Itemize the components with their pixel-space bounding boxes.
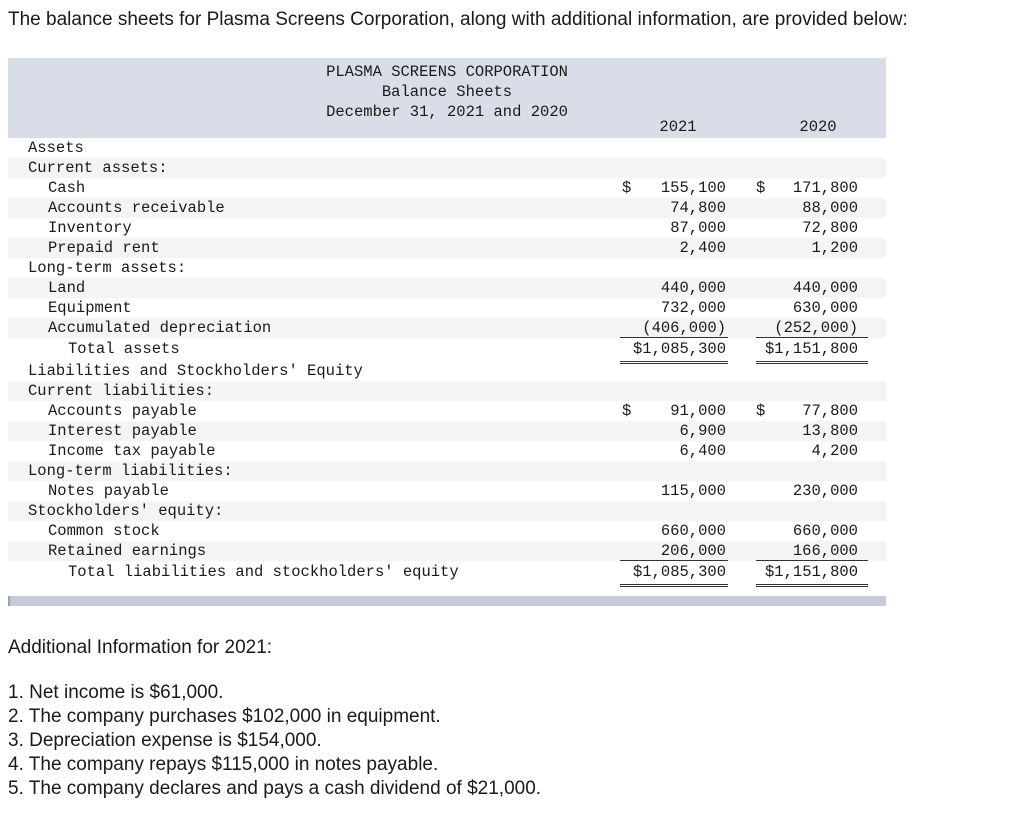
value-2021: (406,000) (642, 319, 726, 337)
row-label: Long-term liabilities: (28, 462, 233, 480)
row-label: Equipment (48, 299, 132, 317)
table-row (8, 521, 886, 541)
table-row (8, 461, 886, 481)
value-2021: $1,085,300 (632, 340, 726, 358)
dollar-sign: $ (756, 179, 766, 197)
table-row (8, 298, 886, 318)
table-row (8, 401, 886, 421)
dollar-sign: $ (622, 179, 632, 197)
table-row (8, 238, 886, 258)
table-row (8, 138, 886, 158)
statement-title: Balance Sheets (381, 83, 513, 101)
row-label: Interest payable (48, 422, 197, 440)
value-2021: 2,400 (679, 239, 726, 257)
table-row (8, 318, 886, 338)
row-label: Assets (28, 139, 84, 157)
value-2021: 732,000 (660, 299, 726, 317)
table-row-total (8, 338, 886, 361)
column-header-2021: 2021 (659, 118, 697, 136)
row-label: Accumulated depreciation (48, 319, 272, 337)
row-label: Total liabilities and stockholders' equity (68, 563, 459, 581)
value-2021: $1,085,300 (632, 563, 726, 581)
table-row (8, 381, 886, 401)
dollar-sign: $ (756, 402, 766, 420)
value-2020: $1,151,800 (764, 563, 858, 581)
double-underline (756, 584, 868, 587)
table-row (8, 441, 886, 461)
row-label: Prepaid rent (48, 239, 160, 257)
row-label: Accounts payable (48, 402, 197, 420)
row-label: Current liabilities: (28, 382, 215, 400)
row-label: Stockholders' equity: (28, 502, 224, 520)
value-2020: 171,800 (792, 179, 858, 197)
list-item: 2. The company purchases $102,000 in equipment. (8, 706, 441, 727)
table-row (8, 258, 886, 278)
row-label: Income tax payable (48, 442, 216, 460)
value-2021: 6,400 (679, 442, 726, 460)
value-2020: 88,000 (802, 199, 858, 217)
row-label: Notes payable (48, 482, 169, 500)
additional-info-title: Additional Information for 2021: (8, 637, 273, 658)
list-item: 4. The company repays $115,000 in notes payable. (8, 754, 439, 775)
value-2020: 77,800 (802, 402, 858, 420)
table-row-total (8, 561, 886, 584)
table-row (8, 361, 886, 381)
list-item: 5. The company declares and pays a cash dividend of $21,000. (8, 778, 542, 799)
table-row (8, 178, 886, 198)
value-2020: 230,000 (792, 482, 858, 500)
value-2021: 87,000 (670, 219, 726, 237)
value-2021: 440,000 (660, 279, 726, 297)
row-label: Inventory (48, 219, 132, 237)
value-2020: 4,200 (811, 442, 858, 460)
value-2021: 660,000 (660, 522, 726, 540)
row-label: Retained earnings (48, 542, 207, 560)
value-2021: 74,800 (670, 199, 726, 217)
list-item: 1. Net income is $61,000. (8, 682, 224, 703)
table-row (8, 481, 886, 501)
row-label: Total assets (68, 340, 180, 358)
table-row (8, 541, 886, 561)
value-2020: $1,151,800 (764, 340, 858, 358)
row-label: Cash (48, 179, 86, 197)
table-row (8, 501, 886, 521)
table-row (8, 278, 886, 298)
table-row (8, 421, 886, 441)
value-2021: 115,000 (660, 482, 726, 500)
value-2021: 91,000 (670, 402, 726, 420)
value-2020: 660,000 (792, 522, 858, 540)
value-2020: (252,000) (774, 319, 858, 337)
additional-info-list (8, 681, 541, 801)
value-2020: 166,000 (792, 542, 858, 560)
intro-text: The balance sheets for Plasma Screens Corporation, along with additional information, are provided below: (8, 9, 908, 30)
table-row (8, 198, 886, 218)
row-label: Long-term assets: (28, 259, 187, 277)
value-2021: 155,100 (660, 179, 726, 197)
table-footer-bar (8, 596, 886, 606)
dollar-sign: $ (622, 402, 632, 420)
statement-date: December 31, 2021 and 2020 (326, 103, 568, 121)
value-2020: 72,800 (802, 219, 858, 237)
row-label: Land (48, 279, 86, 297)
table-row (8, 218, 886, 238)
value-2020: 630,000 (792, 299, 858, 317)
column-header-2020: 2020 (799, 118, 837, 136)
balance-sheet-table (8, 58, 886, 606)
double-underline (620, 584, 728, 587)
list-item: 3. Depreciation expense is $154,000. (8, 730, 322, 751)
company-name: PLASMA SCREENS CORPORATION (326, 63, 568, 81)
row-label: Current assets: (28, 159, 168, 177)
value-2020: 13,800 (802, 422, 858, 440)
value-2020: 440,000 (792, 279, 858, 297)
row-label: Accounts receivable (48, 199, 225, 217)
statement-heading (8, 62, 886, 122)
value-2021: 6,900 (679, 422, 726, 440)
table-row (8, 158, 886, 178)
row-label: Common stock (48, 522, 160, 540)
table-body (8, 138, 886, 584)
value-2021: 206,000 (660, 542, 726, 560)
value-2020: 1,200 (811, 239, 858, 257)
row-label: Liabilities and Stockholders' Equity (28, 362, 363, 380)
